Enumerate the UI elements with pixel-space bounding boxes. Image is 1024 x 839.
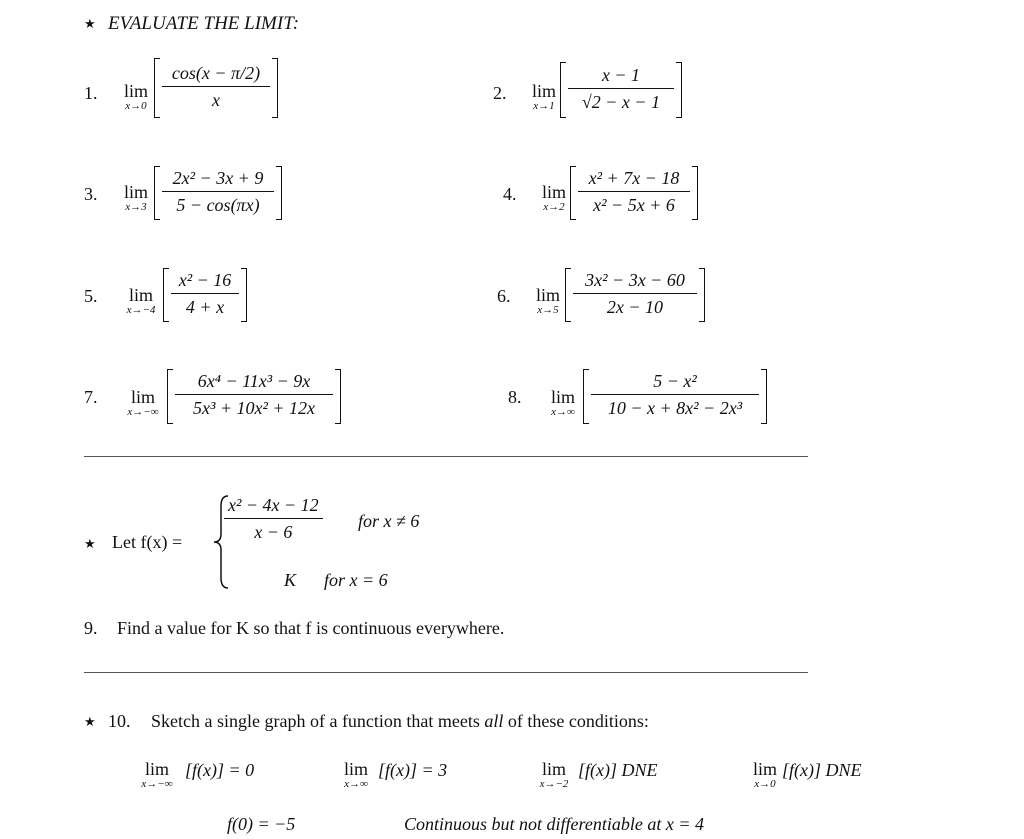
problem-number: 7. (84, 387, 98, 407)
case1-fraction (220, 494, 327, 543)
problem-number: 5. (84, 286, 98, 306)
fraction-bar (568, 88, 674, 89)
limit-operator (528, 286, 568, 316)
case1-denominator: x − 6 (254, 522, 293, 543)
star-bullet-icon: ★ (84, 537, 96, 552)
lim-word: lim (541, 759, 566, 779)
fraction-expression (163, 268, 247, 322)
fraction-bar (578, 191, 690, 192)
numerator: 3x² − 3x − 60 (585, 270, 685, 290)
function-definition-lead: Let f(x) = (112, 532, 183, 552)
fraction-bar (171, 293, 239, 294)
lim-word: lim (550, 387, 575, 407)
section-divider (84, 456, 808, 457)
case1-numerator: x² − 4x − 12 (228, 495, 319, 515)
lim-subscript: x→0 (754, 778, 776, 790)
case1-condition: for x ≠ 6 (358, 511, 420, 531)
fraction-bar (175, 394, 333, 395)
question-text (151, 711, 649, 732)
condition-limit (750, 760, 862, 790)
fraction-expression (583, 369, 767, 424)
condition-limit (338, 760, 447, 790)
lim-subscript: x→0 (125, 100, 147, 112)
question-number: 10. (108, 711, 131, 731)
numerator: 2x² − 3x + 9 (172, 168, 264, 188)
fraction-bar (573, 293, 697, 294)
denominator: 5x³ + 10x² + 12x (192, 398, 316, 419)
lim-subscript: x→1 (533, 100, 555, 112)
condition-expression: [f(x)] DNE (578, 760, 658, 780)
lim-word: lim (343, 759, 368, 779)
condition-expression: [f(x)] = 3 (378, 760, 448, 780)
lim-word: lim (130, 387, 155, 407)
lim-subscript: x→2 (543, 201, 565, 213)
denominator: 2x − 10 (606, 297, 664, 318)
fraction-expression (154, 58, 278, 118)
case2-value: K (284, 570, 297, 590)
fraction-expression (565, 268, 705, 322)
question-number: 9. (84, 618, 98, 638)
star-bullet-icon: ★ (84, 17, 96, 32)
numerator: cos(x − π/2) (171, 63, 261, 83)
problem-number: 6. (497, 286, 511, 306)
limit-operator (524, 82, 564, 112)
condition-limit (534, 760, 658, 790)
numerator: 5 − x² (653, 371, 697, 391)
fraction-expression (167, 369, 341, 424)
fraction-bar (162, 191, 274, 192)
denominator: x (212, 90, 220, 111)
lim-subscript: x→3 (125, 201, 147, 213)
lim-word: lim (123, 81, 148, 101)
problem-number: 1. (84, 83, 98, 103)
condition-expression: [f(x)] DNE (782, 760, 862, 780)
condition-limit (133, 760, 254, 790)
fraction-expression (560, 62, 682, 118)
lim-word: lim (752, 759, 777, 779)
denominator: √2 − x − 1 (581, 92, 661, 113)
problem-number: 8. (508, 387, 522, 407)
numerator: x² − 16 (178, 270, 232, 290)
denominator: 10 − x + 8x² − 2x³ (607, 398, 743, 419)
denominator: x² − 5x + 6 (593, 195, 675, 216)
limit-operator (117, 388, 169, 418)
limit-operator (117, 286, 165, 316)
limit-operator (116, 82, 156, 112)
lim-subscript: x→5 (537, 304, 559, 316)
fraction-bar (591, 394, 759, 395)
question-text-part: of these conditions: (503, 711, 649, 731)
lim-word: lim (128, 285, 153, 305)
lim-word: lim (535, 285, 560, 305)
lim-word: lim (531, 81, 556, 101)
question-text: Find a value for K so that f is continuous everywhere. (117, 618, 505, 638)
question-text-emphasis: all (484, 711, 504, 731)
limit-operator (541, 388, 585, 418)
lim-subscript: x→∞ (551, 406, 575, 418)
lim-subscript: x→−∞ (141, 778, 173, 790)
fraction-bar (162, 86, 270, 87)
fraction-expression (570, 166, 698, 220)
section-divider (84, 672, 808, 673)
denominator: 5 − cos(πx) (176, 195, 260, 216)
lim-subscript: x→∞ (344, 778, 368, 790)
problem-number: 2. (493, 83, 507, 103)
fraction-expression (154, 166, 282, 220)
problem-number: 4. (503, 184, 517, 204)
fraction-bar (224, 518, 323, 519)
lim-word: lim (144, 759, 169, 779)
condition-value: f(0) = −5 (227, 814, 296, 834)
lim-word: lim (123, 182, 148, 202)
limit-operator (534, 183, 574, 213)
section-title: EVALUATE THE LIMIT: (108, 13, 300, 34)
problem-number: 3. (84, 184, 98, 204)
case2-condition: for x = 6 (324, 570, 388, 590)
question-text-part: Sketch a single graph of a function that meets (151, 711, 485, 731)
condition-continuity: Continuous but not differentiable at x = 4 (404, 814, 704, 834)
lim-word: lim (541, 182, 566, 202)
numerator: x² + 7x − 18 (588, 168, 680, 188)
denominator: 4 + x (185, 297, 225, 318)
star-bullet-icon: ★ (84, 715, 96, 730)
lim-subscript: x→−∞ (127, 406, 159, 418)
lim-subscript: x→−2 (539, 778, 569, 790)
numerator: x − 1 (601, 65, 641, 85)
numerator: 6x⁴ − 11x³ − 9x (197, 371, 311, 391)
limit-operator (116, 183, 156, 213)
lim-subscript: x→−4 (126, 304, 156, 316)
condition-expression: [f(x)] = 0 (185, 760, 255, 780)
